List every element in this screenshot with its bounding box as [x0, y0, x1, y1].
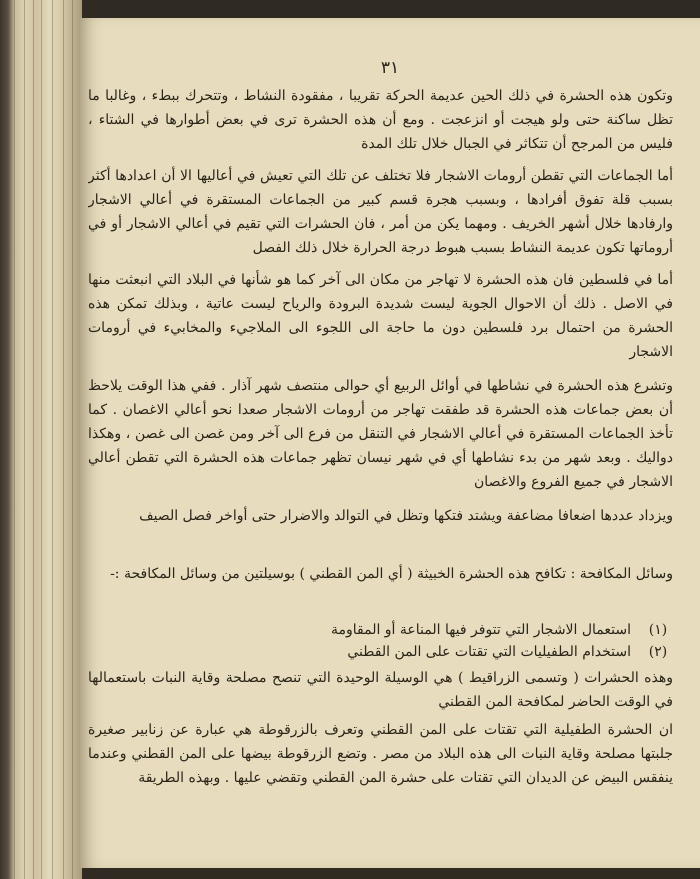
- list-item-text: استعمال الاشجار التي تتوفر فيها المناعة أو المقاومة: [330, 622, 631, 638]
- paragraph: وهذه الحشرات ( وتسمى الزراقيط ) هي الوسيلة الوحيدة التي تنصح مصلحة وقاية النبات باستعمالها في الوقت الحاضر لمكافحة المن القطني: [88, 670, 673, 710]
- paragraph: ويزداد عددها اضعافا مضاعفة ويشتد فتكها وتظل في التوالد والاضرار حتى أواخر فصل الصيف: [139, 508, 673, 524]
- list-item-text: استخدام الطفيليات التي تقتات على المن القطني: [347, 644, 631, 660]
- paragraph: وتشرع هذه الحشرة في نشاطها في أوائل الربيع أي حوالى منتصف شهر آذار . ففي هذا الوقت يلاحظ أن بعض جماعات هذه الحشرة قد طفقت تهاجر من أرومات الاشجار صعدا نحو أعالي الاغصان . كما تأخذ الجماعات المستقرة في أعالي الاشجار في التنقل من فرع الى آخر ومن غصن الى غصن ، وهكذا دواليك . وبعد شهر من بدء نشاطها أي في شهر نيسان تظهر جماعات هذه الحشرة التي تقطن أعالي الاشجار في جميع الفروع والاغصان: [88, 378, 673, 490]
- list-item-number: (١): [648, 622, 668, 638]
- paragraph: أما الجماعات التي تقطن أرومات الاشجار فلا تختلف عن تلك التي تعيش في أعاليها الا أن اعدادها أكثر بسبب قلة تفوق أفرادها ، وبسبب هجرة قسم كبير من الجماعات المستقرة في أعالي الاشجار وارفادها خلال أشهر الخريف . ومهما يكن من أمر ، فان الحشرات التي تقيم في أعالي الاشجار أو في أروماتها تكون عديمة النشاط بسبب هبوط درجة الحرارة خلال ذلك الفصل: [88, 168, 673, 256]
- book-page: [80, 18, 700, 868]
- paragraph: وسائل المكافحة : تكافح هذه الحشرة الخبيثة ( أي المن القطني ) بوسيلتين من وسائل المكافحة :-: [110, 566, 673, 582]
- paragraph: وتكون هذه الحشرة في ذلك الحين عديمة الحركة تقريبا ، مفقودة النشاط ، وتتحرك ببطء ، وغالبا ما تظل ساكنة حتى ولو هيجت أو انزعجت . ومع أن هذه الحشرة ترى في بعض أطوارها في الشتاء ، فليس من المرجح أن تتكاثر في الجبال خلال تلك المدة: [88, 88, 673, 152]
- paragraph: أما في فلسطين فان هذه الحشرة لا تهاجر من مكان الى آخر كما هو شأنها في البلاد التي انبعثت منها في الاصل . ذلك أن الاحوال الجوية ليست شديدة البرودة والرياح ليست عاتية ، وبذلك تمكن هذه الحشرة من احتمال برد فلسطين دون ما حاجة الى اللجوء الى الملاجيء والمخابيء في أرومات الاشجار: [88, 272, 673, 360]
- list-item: [88, 618, 673, 642]
- list-item-number: (٢): [648, 644, 668, 660]
- paragraph: ان الحشرة الطفيلية التي تقتات على المن القطني وتعرف بالزرقوطة هي عبارة عن زنابير صغيرة جلبتها مصلحة وقاية النبات الى هذه البلاد من مصر . وتضع الزرقوطة بيضها على المن القطني وعندما ينفقس البيض عن الديدان التي تقتات على حشرة المن القطني وتقضي عليها . وبهذه الطريقة: [88, 722, 673, 786]
- page-number: ٣١: [380, 58, 400, 78]
- book-page-edges: [0, 0, 82, 879]
- list-item: [88, 640, 673, 664]
